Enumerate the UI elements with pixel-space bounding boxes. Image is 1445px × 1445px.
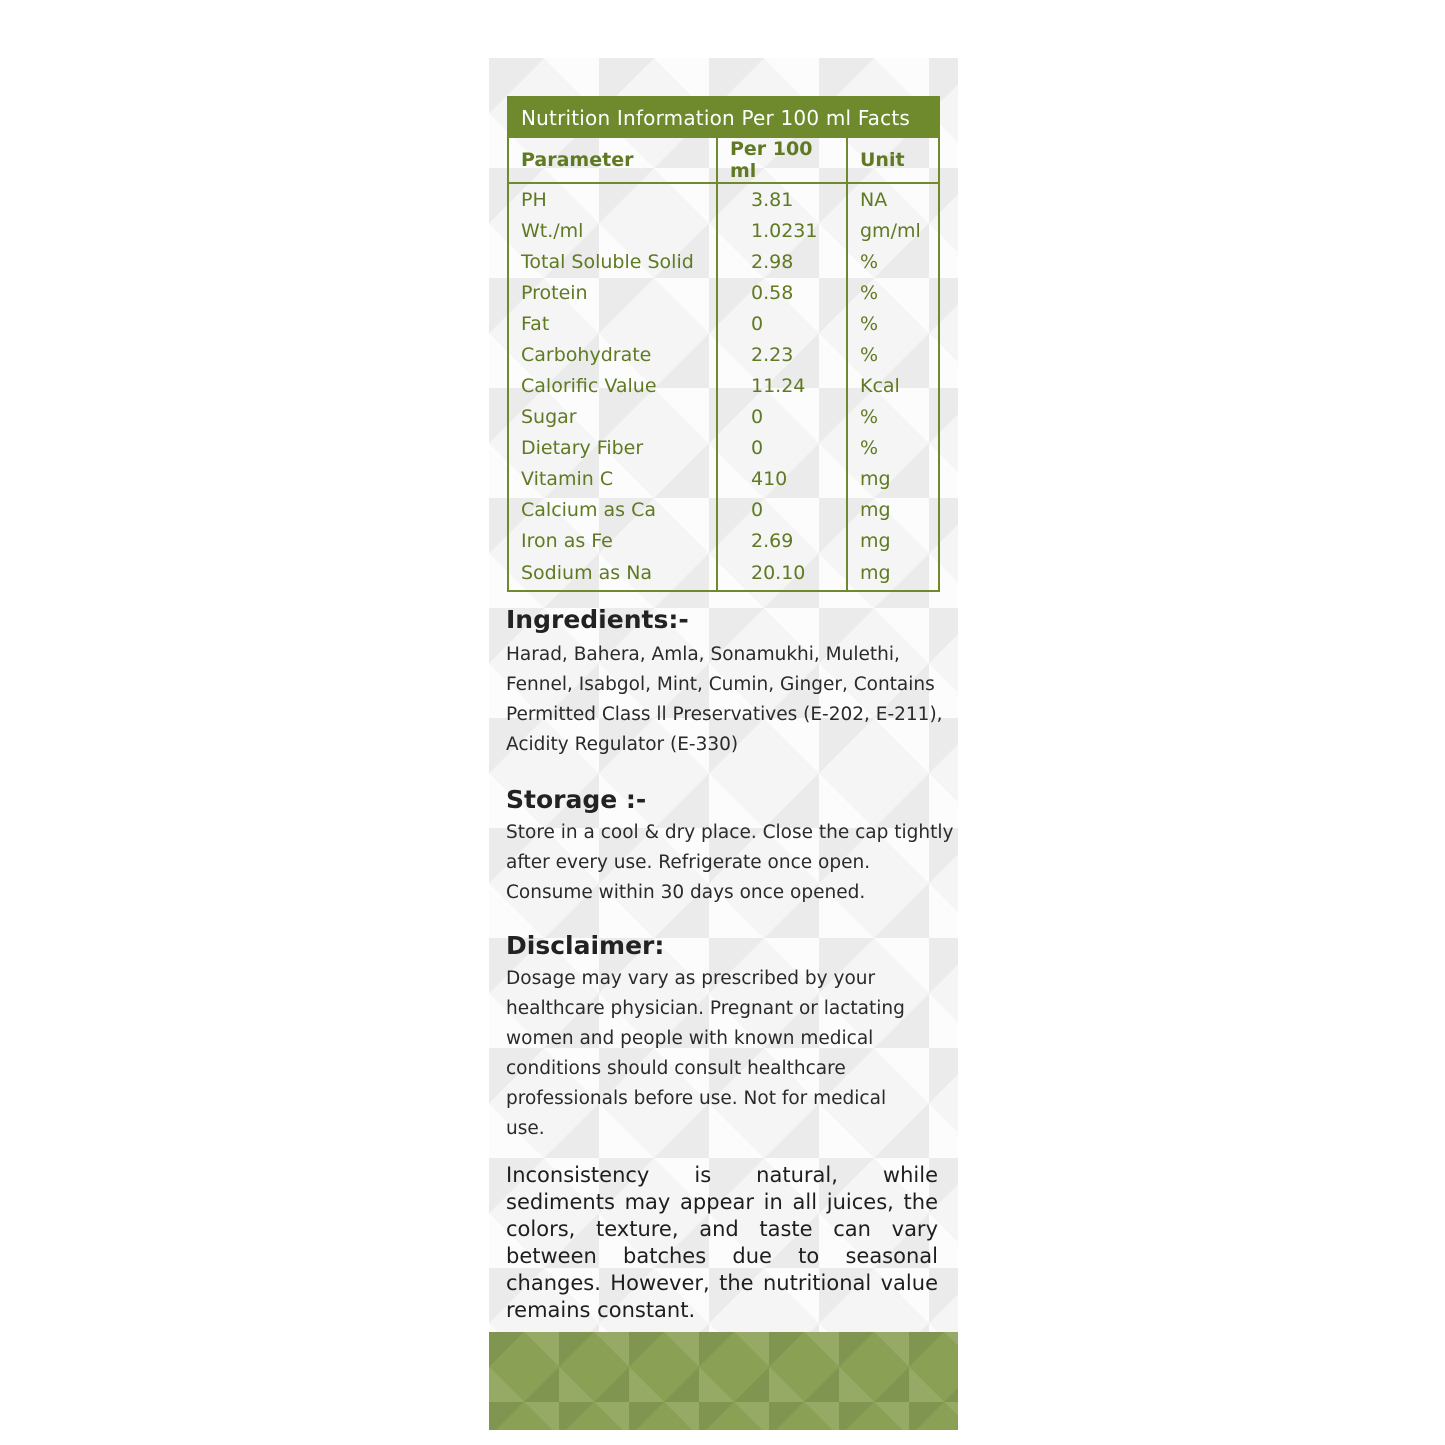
value-cell: 2.69 bbox=[717, 525, 847, 556]
column-header-parameter: Parameter bbox=[508, 138, 717, 183]
unit-cell: % bbox=[847, 277, 939, 308]
storage-section bbox=[506, 782, 956, 908]
unit-cell: mg bbox=[847, 525, 939, 556]
storage-heading: Storage :- bbox=[506, 785, 647, 814]
value-cell: 0.58 bbox=[717, 277, 847, 308]
label-panel bbox=[489, 58, 958, 1430]
ingredients-heading: Ingredients:- bbox=[506, 605, 689, 634]
value-cell: 0 bbox=[717, 308, 847, 339]
value-cell: 1.0231 bbox=[717, 215, 847, 246]
unit-cell: % bbox=[847, 401, 939, 432]
value-cell: 0 bbox=[717, 494, 847, 525]
parameter-cell: Total Soluble Solid bbox=[521, 250, 694, 273]
table-row bbox=[508, 463, 939, 494]
parameter-cell: Wt./ml bbox=[521, 219, 584, 242]
parameter-cell: Calcium as Ca bbox=[521, 498, 656, 521]
parameter-cell: PH bbox=[521, 188, 547, 211]
ingredients-section bbox=[506, 602, 956, 760]
table-row bbox=[508, 277, 939, 308]
parameter-cell: Vitamin C bbox=[521, 467, 614, 490]
value-cell: 2.98 bbox=[717, 246, 847, 277]
table-row bbox=[508, 308, 939, 339]
table-row bbox=[508, 183, 939, 215]
disclaimer-section bbox=[506, 928, 956, 1144]
table-row bbox=[508, 215, 939, 246]
unit-cell: % bbox=[847, 246, 939, 277]
disclaimer-heading: Disclaimer: bbox=[506, 931, 665, 960]
unit-cell: mg bbox=[847, 556, 939, 591]
parameter-cell: Calorific Value bbox=[521, 374, 657, 397]
unit-cell: Kcal bbox=[847, 370, 939, 401]
nutrition-table-title: Nutrition Information Per 100 ml Facts bbox=[508, 97, 939, 138]
parameter-cell: Iron as Fe bbox=[521, 529, 613, 552]
table-row bbox=[508, 556, 939, 591]
column-header-per-100ml: Per 100 ml bbox=[717, 138, 847, 183]
value-cell: 20.10 bbox=[717, 556, 847, 591]
table-row bbox=[508, 401, 939, 432]
value-cell: 0 bbox=[717, 432, 847, 463]
parameter-cell: Fat bbox=[521, 312, 550, 335]
unit-cell: NA bbox=[847, 183, 939, 215]
table-row bbox=[508, 432, 939, 463]
parameter-cell: Sodium as Na bbox=[521, 562, 653, 584]
value-cell: 2.23 bbox=[717, 339, 847, 370]
unit-cell: % bbox=[847, 308, 939, 339]
unit-cell: mg bbox=[847, 494, 939, 525]
unit-cell: % bbox=[847, 432, 939, 463]
table-row bbox=[508, 246, 939, 277]
unit-cell: mg bbox=[847, 463, 939, 494]
column-header-unit: Unit bbox=[847, 138, 939, 183]
value-cell: 3.81 bbox=[717, 183, 847, 215]
nutrition-table bbox=[507, 96, 940, 592]
table-row bbox=[508, 525, 939, 556]
value-cell: 410 bbox=[717, 463, 847, 494]
ingredients-text: Harad, Bahera, Amla, Sonamukhi, Mulethi, Fennel, Isabgol, Mint, Cumin, Ginger, Contains Permitted Class ll Preservatives (E-202, E-211), Acidity Regulator (E-330) bbox=[506, 644, 943, 755]
table-row bbox=[508, 494, 939, 525]
disclaimer-text: Dosage may vary as prescribed by your healthcare physician. Pregnant or lactating women and people with known medical conditions should consult healthcare professionals before use. Not for medical use. bbox=[506, 968, 905, 1139]
value-cell: 11.24 bbox=[717, 370, 847, 401]
table-row bbox=[508, 370, 939, 401]
value-cell: 0 bbox=[717, 401, 847, 432]
parameter-cell: Sugar bbox=[521, 405, 577, 428]
unit-cell: gm/ml bbox=[847, 215, 939, 246]
unit-cell: % bbox=[847, 339, 939, 370]
footer-band bbox=[489, 1332, 958, 1430]
parameter-cell: Protein bbox=[521, 281, 588, 304]
table-row bbox=[508, 339, 939, 370]
consistency-notice: Inconsistency is natural, while sediments may appear in all juices, the colors, texture, and taste can vary between batches due to seasonal changes. However, the nutritional value remains constant. bbox=[506, 1163, 938, 1322]
parameter-cell: Dietary Fiber bbox=[521, 436, 644, 459]
parameter-cell: Carbohydrate bbox=[521, 343, 652, 366]
storage-text: Store in a cool & dry place. Close the cap tightly after every use. Refrigerate once open. Consume within 30 days once opened. bbox=[506, 822, 954, 903]
